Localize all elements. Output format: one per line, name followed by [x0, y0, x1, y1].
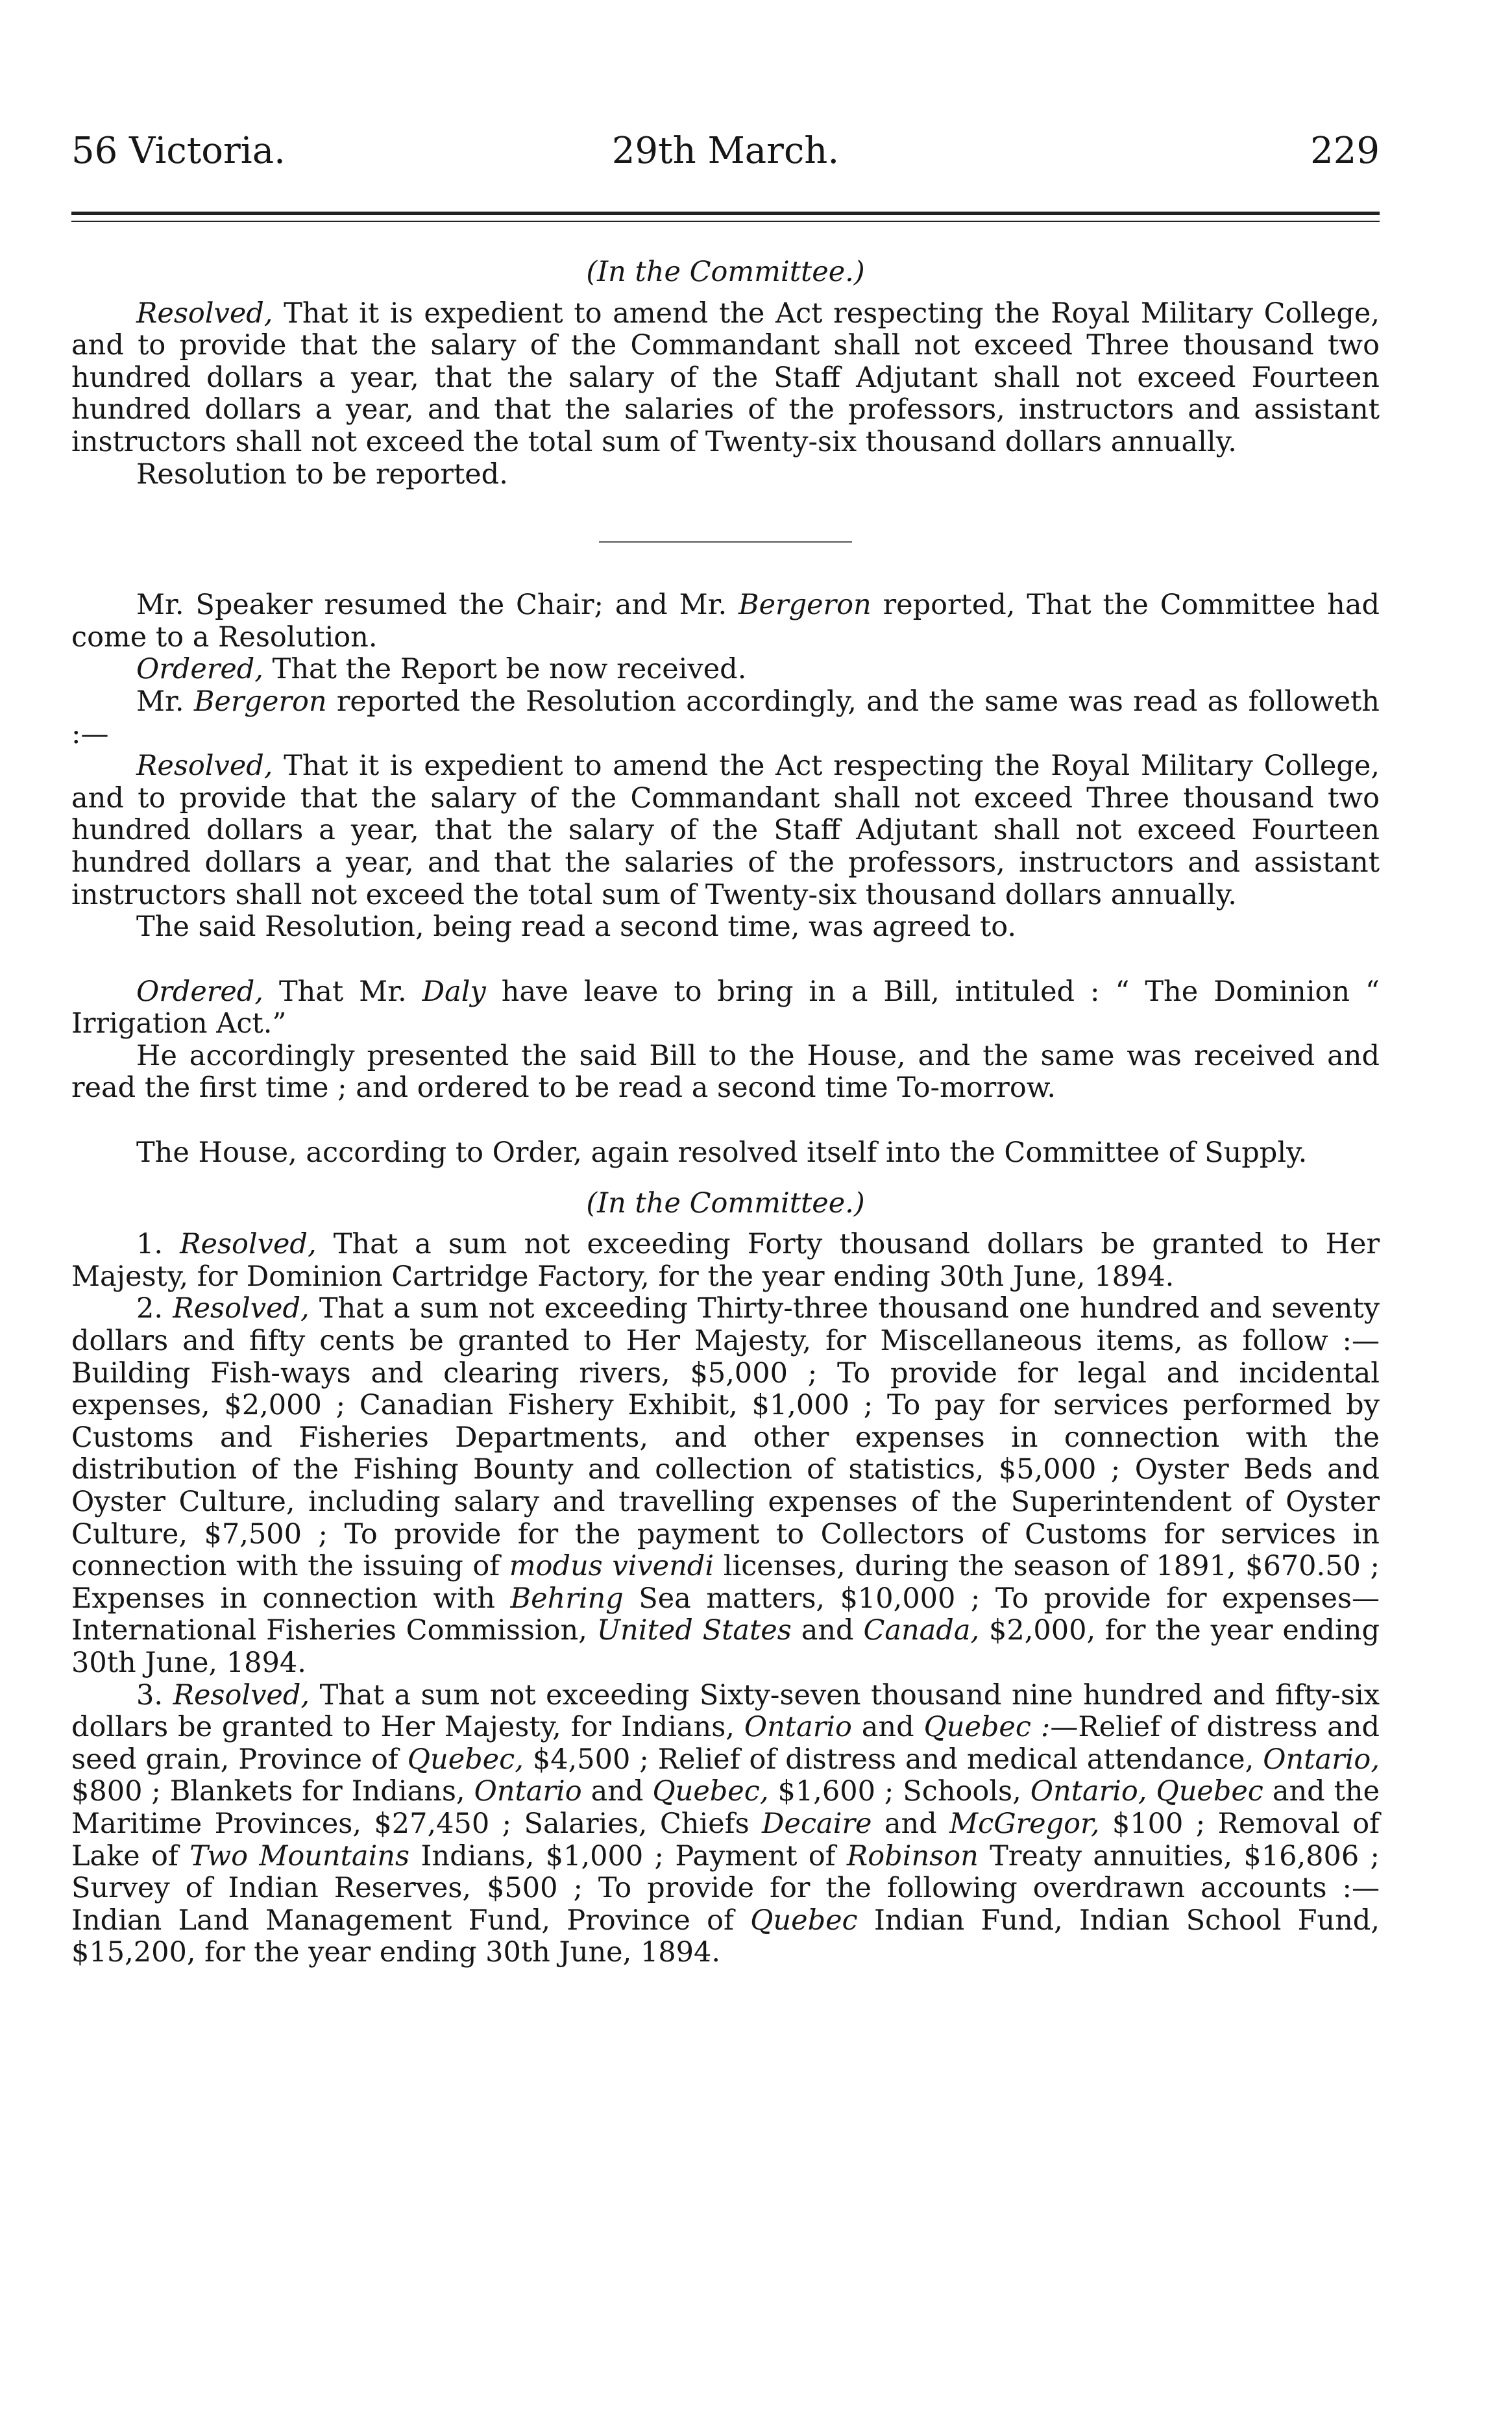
reported-text-b: reported the Resolution accordingly, and the same was read as followeth :— — [71, 685, 1380, 750]
ordered-text: That the Report be now received. — [272, 653, 747, 686]
bill-text-b: have leave to bring in a Bill, intituled : “ The Dominion “ Irrigation Act.” — [71, 975, 1380, 1040]
item-text: That a sum not exceeding Forty thousand dollars be granted to Her Majesty, for Dominion Cartridge Factory, for the year ending 30th June, 1894. — [71, 1228, 1380, 1293]
resolution-text: That it is expedient to amend the Act respecting the Royal Military College, and to provide that the salary of the Commandant shall not exceed Three thousand two hundred dollars a year, that the salary of the Staff Adjutant shall not exceed Fourteen hundred dollars a year, and that the salaries of the professors, instructors and assistant instructors shall not exceed the total sum of Twenty-six thousand dollars annually. — [71, 297, 1380, 458]
speaker-text-a: Mr. Speaker resumed the Chair; and Mr. — [136, 589, 727, 622]
item-text: licenses, during the season of 1891, $670.50 ; Expenses in connection with — [71, 1550, 1380, 1615]
reported-text-a: Mr. — [136, 685, 184, 718]
item-text: and — [861, 1711, 914, 1744]
item-text: That a sum not exceeding Thirty-three thousand one hundred and seventy dollars and fifty cents be granted to Her Majesty, for Miscellaneous items, as follow :—Building Fish-ways and clearing rivers, $5,000 ; To provide for legal and incidental expenses, $2,000 ; Canadian Fishery Exhibit, $1,000 ; To pay for services performed by Customs and Fisheries Departments, and other expenses in connection with the distribution of the Fishing Bounty and collection of statistics, $5,000 ; Oyster Beds and Oyster Culture, including salary and travelling expenses of the Superintendent of Oyster Culture, $7,500 ; To provide for the payment to Collectors of Customs for services in connection with the issuing of — [71, 1292, 1380, 1583]
item-text: and — [884, 1807, 937, 1840]
resolution-paragraph — [71, 298, 1380, 459]
italic-term: Behring — [510, 1582, 624, 1615]
item-text: and — [801, 1614, 854, 1647]
resolved-label: Resolved, — [173, 1678, 310, 1712]
supply-item-1 — [71, 1229, 1380, 1293]
speaker-text-b: reported, That the Committee had come to a Resolution. — [71, 589, 1380, 654]
resolved-label: Resolved, — [136, 297, 273, 330]
header-rule-thin — [71, 221, 1380, 222]
item-text: $1,600 ; Schools, — [777, 1775, 1021, 1808]
italic-term: modus vivendi — [509, 1550, 714, 1583]
date-label: 29th March. — [611, 130, 840, 172]
italic-term: Quebec : — [923, 1711, 1051, 1744]
item-text: Treaty annuities, $16,806 ; Survey of Indian Reserves, $500 ; To provide for the following overdrawn accounts :—Indian Land Management Fund, Province of — [71, 1839, 1380, 1937]
item-text: Indian Fund, Indian School Fund, $15,200, for the year ending 30th June, 1894. — [71, 1904, 1380, 1969]
italic-term: Quebec — [750, 1904, 858, 1937]
item-text: $2,000, for the year ending 30th June, 1894. — [71, 1614, 1380, 1679]
speaker-paragraph — [71, 589, 1380, 654]
supply-item-2 — [71, 1293, 1380, 1679]
italic-term: Ontario — [474, 1775, 582, 1808]
resolution-text: That it is expedient to amend the Act respecting the Royal Military College, and to provide that the salary of the Commandant shall not exceed Three thousand two hundred dollars a year, that the salary of the Staff Adjutant shall not exceed Fourteen hundred dollars a year, and that the salaries of the professors, instructors and assistant instructors shall not exceed the total sum of Twenty-six thousand dollars annually. — [71, 750, 1380, 911]
italic-term: Canada, — [863, 1614, 980, 1647]
bill-presented-paragraph: He accordingly presented the said Bill to the House, and the same was received and read the first time ; and ordered to be read a second time To-morrow. — [71, 1039, 1380, 1105]
item-text: $800 ; Blankets for Indians, — [71, 1775, 465, 1808]
italic-term: Quebec, — [652, 1775, 769, 1808]
page-body — [71, 256, 1380, 1969]
agreed-paragraph: The said Resolution, being read a second time, was agreed to. — [136, 911, 1017, 944]
ordered-label: Ordered, — [136, 653, 263, 686]
member-name: Daly — [422, 975, 486, 1008]
resolved-label: Resolved, — [136, 750, 273, 783]
page-header — [71, 130, 1380, 195]
bill-order-paragraph — [71, 976, 1380, 1040]
item-number: 3. — [136, 1678, 164, 1712]
reported-paragraph — [71, 686, 1380, 750]
page-number: 229 — [1310, 130, 1380, 172]
italic-term: Ontario, — [1030, 1775, 1147, 1808]
member-name: Bergeron — [193, 685, 327, 718]
ordered-paragraph — [71, 654, 1380, 686]
committee-heading: (In the Committee.) — [586, 1186, 865, 1220]
item-number: 2. — [136, 1292, 164, 1325]
italic-term: Ontario, — [1263, 1743, 1380, 1776]
italic-term: McGregor, — [949, 1807, 1100, 1840]
supply-item-3 — [71, 1680, 1380, 1969]
ordered-label: Ordered, — [136, 975, 263, 1008]
italic-term: Quebec, — [407, 1743, 524, 1776]
supply-paragraph: The House, according to Order, again resolved itself into the Committee of Supply. — [136, 1136, 1308, 1170]
italic-term: Two Mountains — [189, 1839, 410, 1872]
item-text: and — [591, 1775, 644, 1808]
bill-text-a: That Mr. — [278, 975, 407, 1008]
member-name: Bergeron — [738, 589, 872, 622]
header-rule-thick — [71, 212, 1380, 215]
italic-term: United States — [596, 1614, 792, 1647]
section-separator — [599, 541, 852, 543]
italic-term: Quebec — [1156, 1775, 1263, 1808]
resolved-label: Resolved, — [180, 1228, 317, 1261]
committee-heading: (In the Committee.) — [586, 256, 865, 288]
item-text: $4,500 ; Relief of distress and medical attendance, — [532, 1743, 1254, 1776]
item-text: Indians, $1,000 ; Payment of — [421, 1839, 836, 1872]
italic-term: Ontario — [744, 1711, 852, 1744]
item-text: That a sum not exceeding Sixty-seven thousand nine hundred and fifty-six dollars be granted to Her Majesty, for Indians, — [71, 1678, 1380, 1744]
item-text: $100 ; Removal of Lake of — [71, 1807, 1380, 1872]
item-text: and the Maritime Provinces, $27,450 ; Salaries, Chiefs — [71, 1775, 1380, 1840]
item-text: Sea matters, $10,000 ; To provide for expenses—International Fisheries Commission, — [71, 1582, 1380, 1647]
resolved-label: Resolved, — [173, 1292, 310, 1325]
resolution-paragraph — [71, 750, 1380, 911]
report-note: Resolution to be reported. — [136, 458, 508, 491]
italic-term: Robinson — [846, 1839, 979, 1872]
item-number: 1. — [136, 1228, 164, 1261]
item-text: —Relief of distress and seed grain, Province of — [71, 1711, 1380, 1776]
session-label: 56 Victoria. — [71, 130, 286, 172]
italic-term: Decaire — [762, 1807, 872, 1840]
